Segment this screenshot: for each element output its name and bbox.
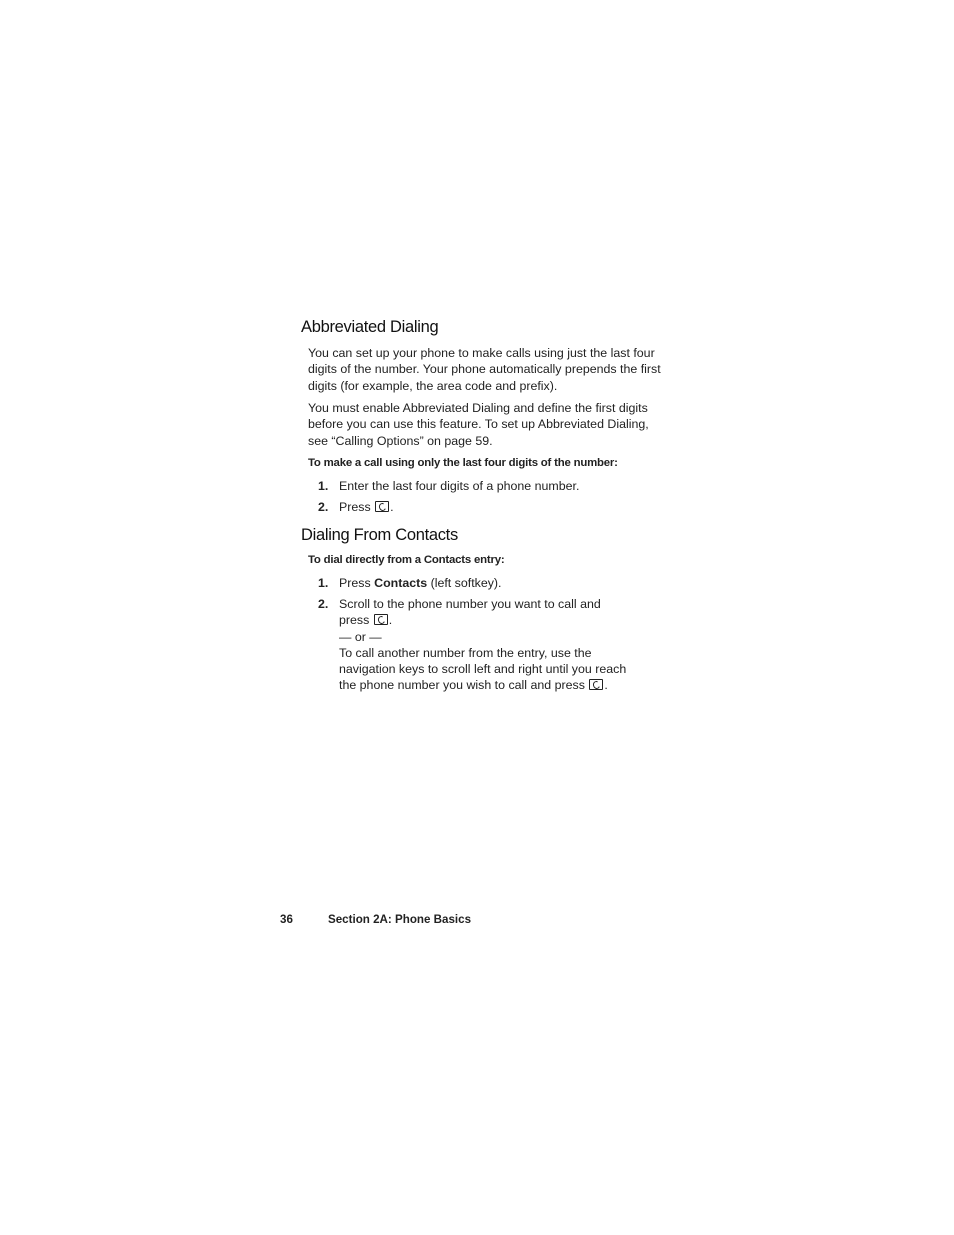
or-separator: — or — [339,629,382,644]
talk-key-icon [375,501,389,512]
talk-key-icon [589,679,603,690]
step-abbreviated-1 [318,478,658,494]
heading-dialing-from-contacts: Dialing From Contacts [301,526,458,544]
paragraph-abbreviated-intro: You can set up your phone to make calls using just the last four digits of the number. Your phone automatically prepends the first digits (for example, the area code and prefix). [308,346,661,393]
paragraph-abbreviated-setup: You must enable Abbreviated Dialing and define the first digits before you can use this feature. To set up Abbreviated Dialing, see “Calling Options” on page 59. [308,401,649,448]
procedure-title-contacts: To dial directly from a Contacts entry: [308,554,505,566]
step-abbreviated-2: 2. Press . [318,500,394,514]
talk-key-icon [374,614,388,625]
procedure-title-abbreviated: To make a call using only the last four digits of the number: [308,457,618,469]
step-number: 1. [318,576,329,590]
footer-section-title: Section 2A: Phone Basics [328,913,472,926]
page-number: 36 [280,913,293,926]
step-number: 2. [318,597,329,611]
step-text: Press [339,500,371,514]
step-contacts-2: 2. Scroll to the phone number you want to call and press . — or — To call another number from the entry, use the navigation keys to scroll left and right until you reach the phone number you wish to call and press . [318,596,658,694]
step-number: 1. [318,479,329,493]
contacts-softkey-label: Contacts [374,576,428,590]
step-number: 2. [318,500,329,514]
step-text: Enter the last four digits of a phone number. [339,479,580,493]
heading-abbreviated-dialing: Abbreviated Dialing [301,318,439,336]
step-contacts-1: 1. Press Contacts (left softkey). [318,576,502,590]
